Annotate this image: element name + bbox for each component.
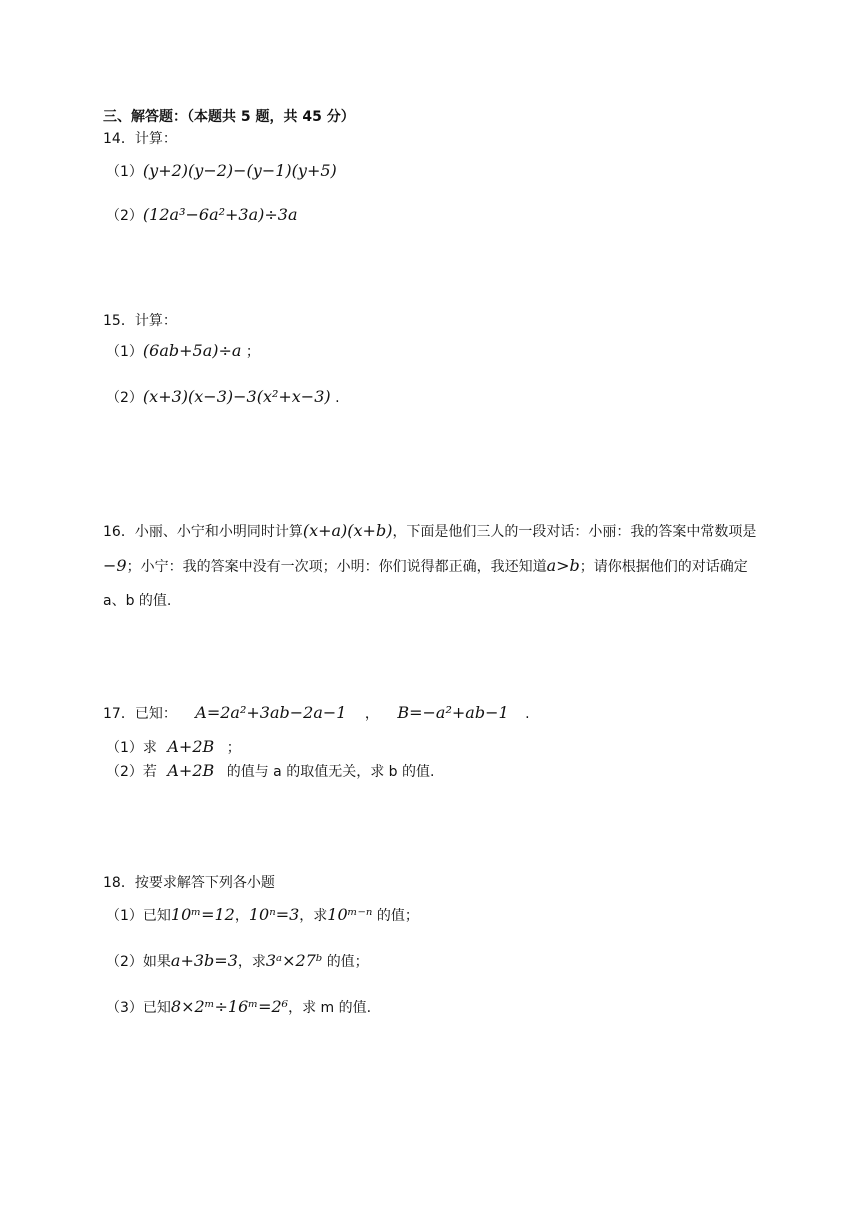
q18-p1-math3: 10ᵐ⁻ⁿ [327, 905, 373, 924]
q16-text-d: ；请你根据他们的对话确定 a、b 的值. [103, 559, 748, 609]
q14-part1-prefix: （1） [106, 164, 143, 180]
q18-part2 [106, 950, 369, 973]
q18-p2-a: （2）如果 [106, 954, 171, 970]
q14-label: 14．计算： [103, 131, 177, 147]
q15-part1-suffix: ； [245, 344, 260, 360]
q17-end: . [525, 706, 530, 722]
q17-part1 [106, 736, 241, 759]
q18-p2-c: 的值； [326, 954, 369, 970]
q16-math-b: −9 [103, 556, 127, 575]
q17-part2 [106, 760, 434, 783]
q14-part2-math: (12a³−6a²+3a)÷3a [142, 205, 298, 224]
q18-p2-b: ，求 [237, 954, 266, 970]
q17-part2-math: A+2B [167, 761, 215, 780]
q18-p1-math2: 10ⁿ=3 [248, 905, 300, 924]
q17-part1-math: A+2B [167, 737, 215, 756]
q17-part2-suffix: 的值与 a 的取值无关，求 b 的值. [226, 764, 435, 780]
q14-part2 [106, 204, 298, 227]
q18-label: 18．按要求解答下列各小题 [103, 875, 275, 891]
q17-math-A: A=2a²+3ab−2a−1 [195, 703, 347, 722]
q16-math-a: (x+a)(x+b) [302, 521, 393, 540]
section-title: 三、解答题：（本题共 5 题，共 45 分） [103, 109, 355, 125]
q18-p3-a: （3）已知 [106, 1000, 171, 1016]
q16-text-c: ；小宁：我的答案中没有一次项；小明：你们说得都正确，我还知道 [126, 559, 547, 575]
q14-part2-prefix: （2） [106, 208, 143, 224]
q15-part2-suffix: . [335, 390, 340, 406]
q15-label: 15．计算： [103, 313, 177, 329]
q18-p1-math1: 10ᵐ=12 [170, 905, 235, 924]
q17-label: 17．已知： [103, 706, 177, 722]
q17-part1-prefix: （1）求 [106, 740, 157, 756]
q17-part1-suffix: ； [226, 740, 241, 756]
q17-separator: ， [364, 706, 379, 722]
q18-part1 [106, 904, 419, 927]
q18-p1-c: ，求 [299, 908, 328, 924]
q16-text-a: 16．小丽、小宁和小明同时计算 [103, 524, 303, 540]
q14-part1-math: (y+2)(y−2)−(y−1)(y+5) [142, 161, 337, 180]
q14-part1 [106, 160, 337, 183]
q18-p1-d: 的值； [376, 908, 419, 924]
q18-p2-math1: a+3b=3 [170, 951, 238, 970]
q16-text-b: ，下面是他们三人的一段对话：小丽：我的答案中常数项是 [392, 524, 757, 540]
q16-math-c: a>b [546, 556, 580, 575]
q18-part3 [106, 996, 371, 1019]
q18-p1-a: （1）已知 [106, 908, 171, 924]
q15-part2 [106, 386, 340, 409]
q15-part1-prefix: （1） [106, 344, 143, 360]
q15-part1-math: (6ab+5a)÷a [142, 341, 242, 360]
q18-p2-math2: 3ᵃ×27ᵇ [265, 951, 323, 970]
q16-paragraph [103, 514, 763, 618]
q17-part2-prefix: （2）若 [106, 764, 157, 780]
q17-math-B: B=−a²+ab−1 [397, 703, 509, 722]
q18-p3-b: ，求 m 的值. [288, 1000, 372, 1016]
q15-part2-prefix: （2） [106, 390, 143, 406]
q15-part1 [106, 340, 260, 363]
q18-p3-math1: 8×2ᵐ÷16ᵐ=2⁶ [170, 997, 289, 1016]
q17-given [103, 702, 530, 725]
q15-part2-math: (x+3)(x−3)−3(x²+x−3) [142, 387, 331, 406]
q18-p1-b: ， [234, 908, 249, 924]
